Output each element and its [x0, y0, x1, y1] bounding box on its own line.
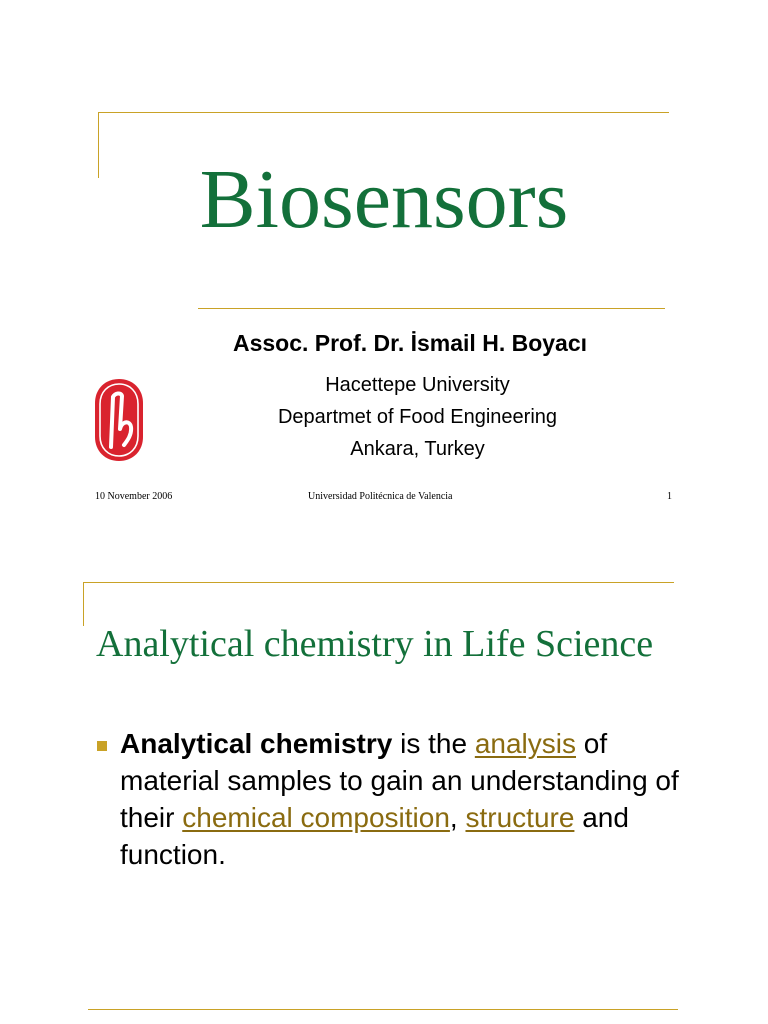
slide2-top-rule	[83, 582, 674, 583]
bold-term: Analytical chemistry	[120, 728, 393, 759]
title-underline-rule	[198, 308, 665, 309]
slide2-bottom-rule	[88, 1009, 678, 1010]
department-name: Departmet of Food Engineering	[277, 406, 558, 428]
location: Ankara, Turkey	[350, 438, 485, 460]
link-chemical-composition[interactable]: chemical composition	[182, 802, 450, 833]
text-part-2: of material samples to gain an understanding of their	[120, 728, 679, 833]
presentation-title: Biosensors	[199, 153, 569, 246]
text-part-3: ,	[449, 802, 466, 833]
university-name: Hacettepe University	[325, 374, 510, 396]
footer-page-number: 1	[667, 491, 672, 502]
bullet-square-icon	[97, 741, 107, 751]
footer-venue: Universidad Politécnica de Valencia	[308, 491, 453, 502]
author-name: Assoc. Prof. Dr. İsmail H. Boyacı	[232, 330, 588, 356]
slide2-title: Analytical chemistry in Life Science	[96, 623, 654, 665]
text-part-4: and function.	[120, 802, 629, 870]
link-analysis[interactable]: analysis	[474, 728, 576, 759]
footer-date: 10 November 2006	[95, 491, 173, 502]
bullet-paragraph	[120, 725, 680, 873]
top-rule	[98, 112, 669, 113]
link-structure[interactable]: structure	[465, 802, 575, 833]
hacettepe-logo-icon	[93, 377, 145, 463]
text-part-1: is the	[392, 728, 475, 759]
slide2-left-tick	[83, 582, 84, 626]
